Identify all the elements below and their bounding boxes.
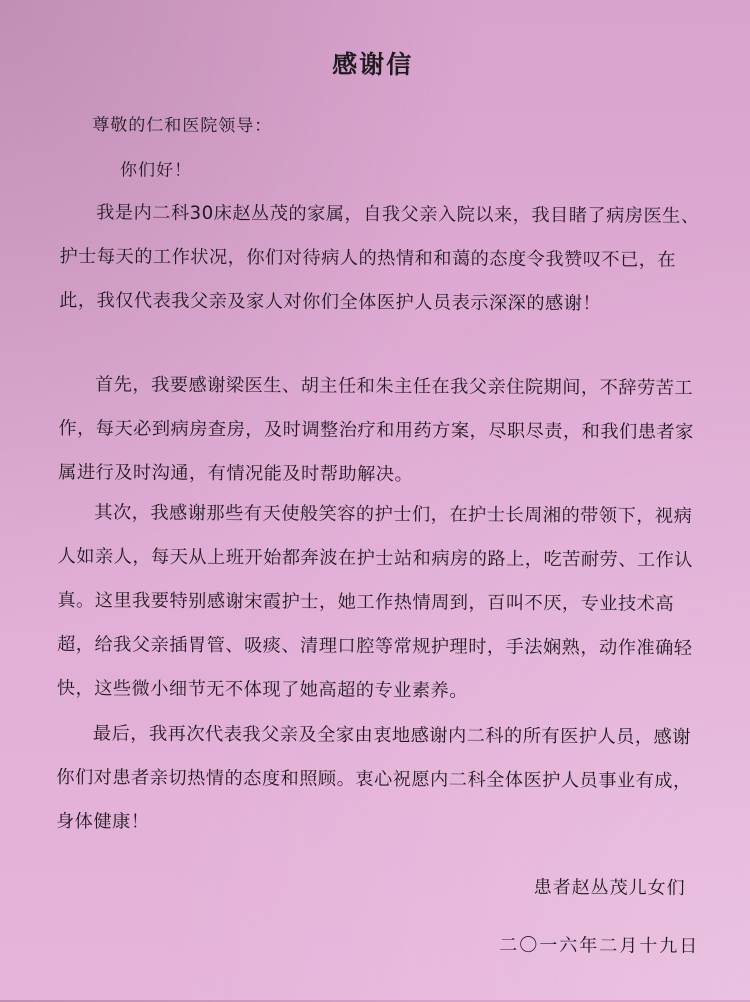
- letter-title: 感谢信: [332, 49, 414, 80]
- letter-date: 二〇一六年二月十九日: [499, 934, 700, 957]
- signature: 患者赵丛茂儿女们: [533, 876, 686, 899]
- paragraph-doctors: 首先，我要感谢梁医生、胡主任和朱主任在我父亲住院期间，不辞劳苦工作，每天必到病房查房，及时调整治疗和用药方案，尽职尽责，和我们患者家属进行及时沟通，有情况能及时帮助解决。: [58, 374, 694, 486]
- paragraph-nurses: 其次，我感谢那些有天使般笑容的护士们，在护士长周湘的带领下，视病人如亲人，每天从上班开始都奔波在护士站和病房的路上，吃苦耐劳、工作认真。这里我要特别感谢宋霞护士，她工作热情周到，百叫不厌，专业技术高超，给我父亲插胃管、吸痰、清理口腔等常规护理时，手法娴熟，动作准确轻快，这些微小细节无不体现了她高超的专业素养。: [56, 502, 694, 702]
- paragraph-intro: 我是内二科30床赵丛茂的家属，自我父亲入院以来，我目睹了病房医生、护士每天的工作状况，你们对待病人的热情和和蔼的态度令我赞叹不已，在此，我仅代表我父亲及家人对你们全体医护人员表示深深的感谢！: [59, 202, 700, 315]
- salutation: 尊敬的仁和医院领导：: [92, 115, 273, 137]
- greeting: 你们好！: [119, 160, 193, 181]
- paragraph-closing: 最后，我再次代表我父亲及全家由衷地感谢内二科的所有医护人员，感谢你们对患者亲切热情的态度和照顾。衷心祝愿内二科全体医护人员事业有成，身体健康！: [55, 723, 692, 833]
